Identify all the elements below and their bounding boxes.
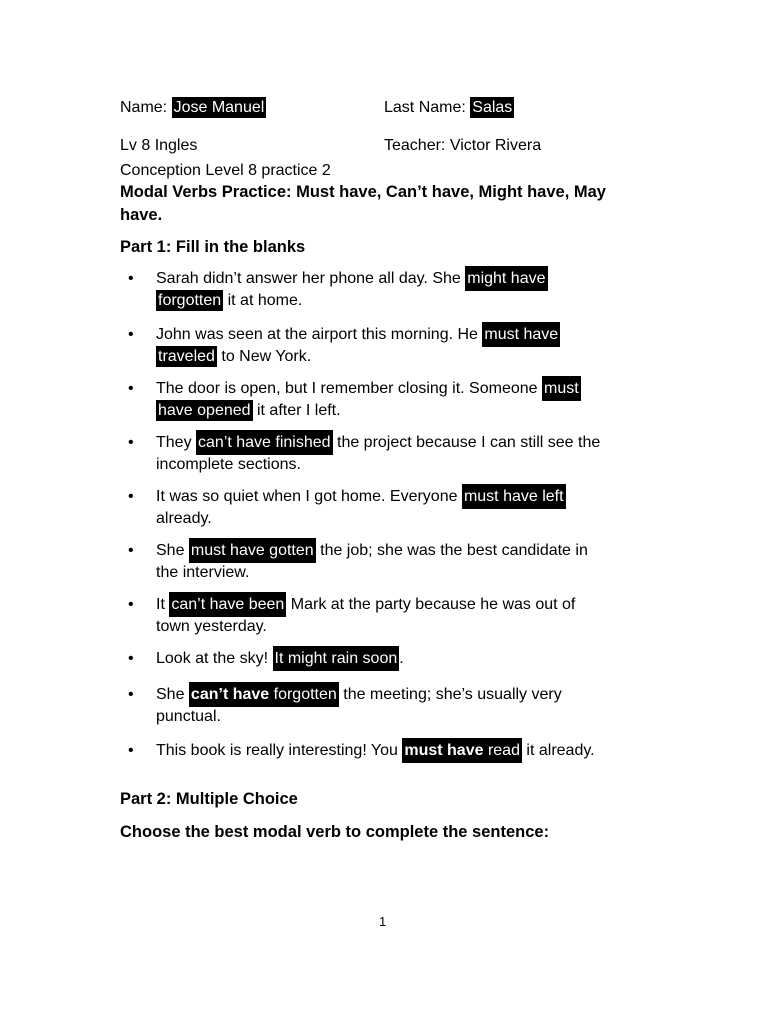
- sentence-text: She: [156, 686, 189, 703]
- name-value: Jose Manuel: [173, 99, 265, 116]
- bullet-icon: •: [128, 742, 134, 759]
- bullet-icon: •: [128, 686, 134, 703]
- answer-highlight: must have gotten: [189, 538, 316, 563]
- sentence-text: the interview.: [156, 564, 250, 581]
- teacher-text: Teacher: Victor Rivera: [384, 137, 542, 154]
- sentence-text: incomplete sections.: [156, 456, 301, 473]
- sentence-text: already.: [156, 510, 212, 527]
- bullet-icon: •: [128, 270, 134, 287]
- bullet-icon: •: [128, 542, 134, 559]
- sentence-text: This book is really interesting! You: [156, 742, 403, 759]
- answer-highlight: must: [542, 376, 581, 401]
- list-item: [120, 268, 650, 312]
- sentence-text: the job; she was the best candidate in: [315, 542, 588, 559]
- answer-rest: read: [483, 742, 520, 759]
- answer-highlight: must have left: [462, 484, 566, 509]
- list-item: [120, 684, 650, 728]
- name-label: Name:: [120, 99, 168, 116]
- answer-bold: can’t have: [190, 686, 270, 703]
- sentence-text: The door is open, but I remember closing it. Someone: [156, 380, 542, 397]
- answer-highlight: forgotten: [158, 292, 222, 309]
- part2-heading: Part 2: Multiple Choice: [120, 790, 298, 808]
- answer-highlight: can’t have been: [169, 592, 286, 617]
- bullet-icon: •: [128, 596, 134, 613]
- answer-highlight: [189, 682, 339, 707]
- last-name-label: Last Name:: [384, 99, 466, 116]
- sentence-text: to New York.: [216, 348, 312, 365]
- sentence-text: Sarah didn’t answer her phone all day. She: [156, 270, 466, 287]
- answer-highlight: can’t have finished: [196, 430, 333, 455]
- bullet-icon: •: [128, 650, 134, 667]
- sentence-text: John was seen at the airport this morning. He: [156, 326, 483, 343]
- sentence-text: Mark at the party because he was out of: [286, 596, 576, 613]
- answer-highlight: [402, 738, 522, 763]
- worksheet-title: Modal Verbs Practice: Must have, Can’t have, Might have, May have.: [120, 183, 606, 224]
- list-item: [120, 432, 650, 476]
- sentence-text: the project because I can still see the: [332, 434, 601, 451]
- sentence-text: Look at the sky!: [156, 650, 273, 667]
- sentence-text: town yesterday.: [156, 618, 267, 635]
- answer-rest: forgotten: [269, 686, 337, 703]
- list-item: [120, 540, 650, 584]
- page-number: 1: [379, 914, 387, 929]
- list-item: [120, 648, 650, 670]
- bullet-icon: •: [128, 380, 134, 397]
- level-text: Lv 8 Ingles: [120, 137, 198, 154]
- answer-bold: must have: [404, 742, 484, 759]
- sentence-text: punctual.: [156, 708, 221, 725]
- answer-highlight: traveled: [158, 348, 215, 365]
- part2-instruction: Choose the best modal verb to complete the sentence:: [120, 823, 550, 841]
- list-item: [120, 740, 650, 762]
- answer-highlight: have opened: [158, 402, 251, 419]
- sentence-text: .: [399, 650, 404, 667]
- conception-text: Conception Level 8 practice 2: [120, 162, 331, 179]
- last-name-value: Salas: [472, 99, 513, 116]
- bullet-icon: •: [128, 326, 134, 343]
- part1-heading: Part 1: Fill in the blanks: [120, 238, 306, 256]
- sentence-text: it after I left.: [252, 402, 341, 419]
- fill-blanks-list: [120, 268, 650, 772]
- answer-highlight: It might rain soon: [273, 646, 400, 671]
- last-name-line: [384, 99, 514, 117]
- sentence-text: it at home.: [223, 292, 303, 309]
- bullet-icon: •: [128, 434, 134, 451]
- answer-highlight: might have: [465, 266, 547, 291]
- sentence-text: it already.: [521, 742, 595, 759]
- sentence-text: It: [156, 596, 170, 613]
- sentence-text: the meeting; she’s usually very: [338, 686, 562, 703]
- list-item: [120, 594, 650, 638]
- answer-highlight: must have: [482, 322, 560, 347]
- list-item: [120, 378, 650, 422]
- bullet-icon: •: [128, 488, 134, 505]
- name-line: [120, 99, 266, 117]
- sentence-text: It was so quiet when I got home. Everyone: [156, 488, 462, 505]
- sentence-text: She: [156, 542, 189, 559]
- list-item: [120, 324, 650, 368]
- sentence-text: They: [156, 434, 197, 451]
- list-item: [120, 486, 650, 530]
